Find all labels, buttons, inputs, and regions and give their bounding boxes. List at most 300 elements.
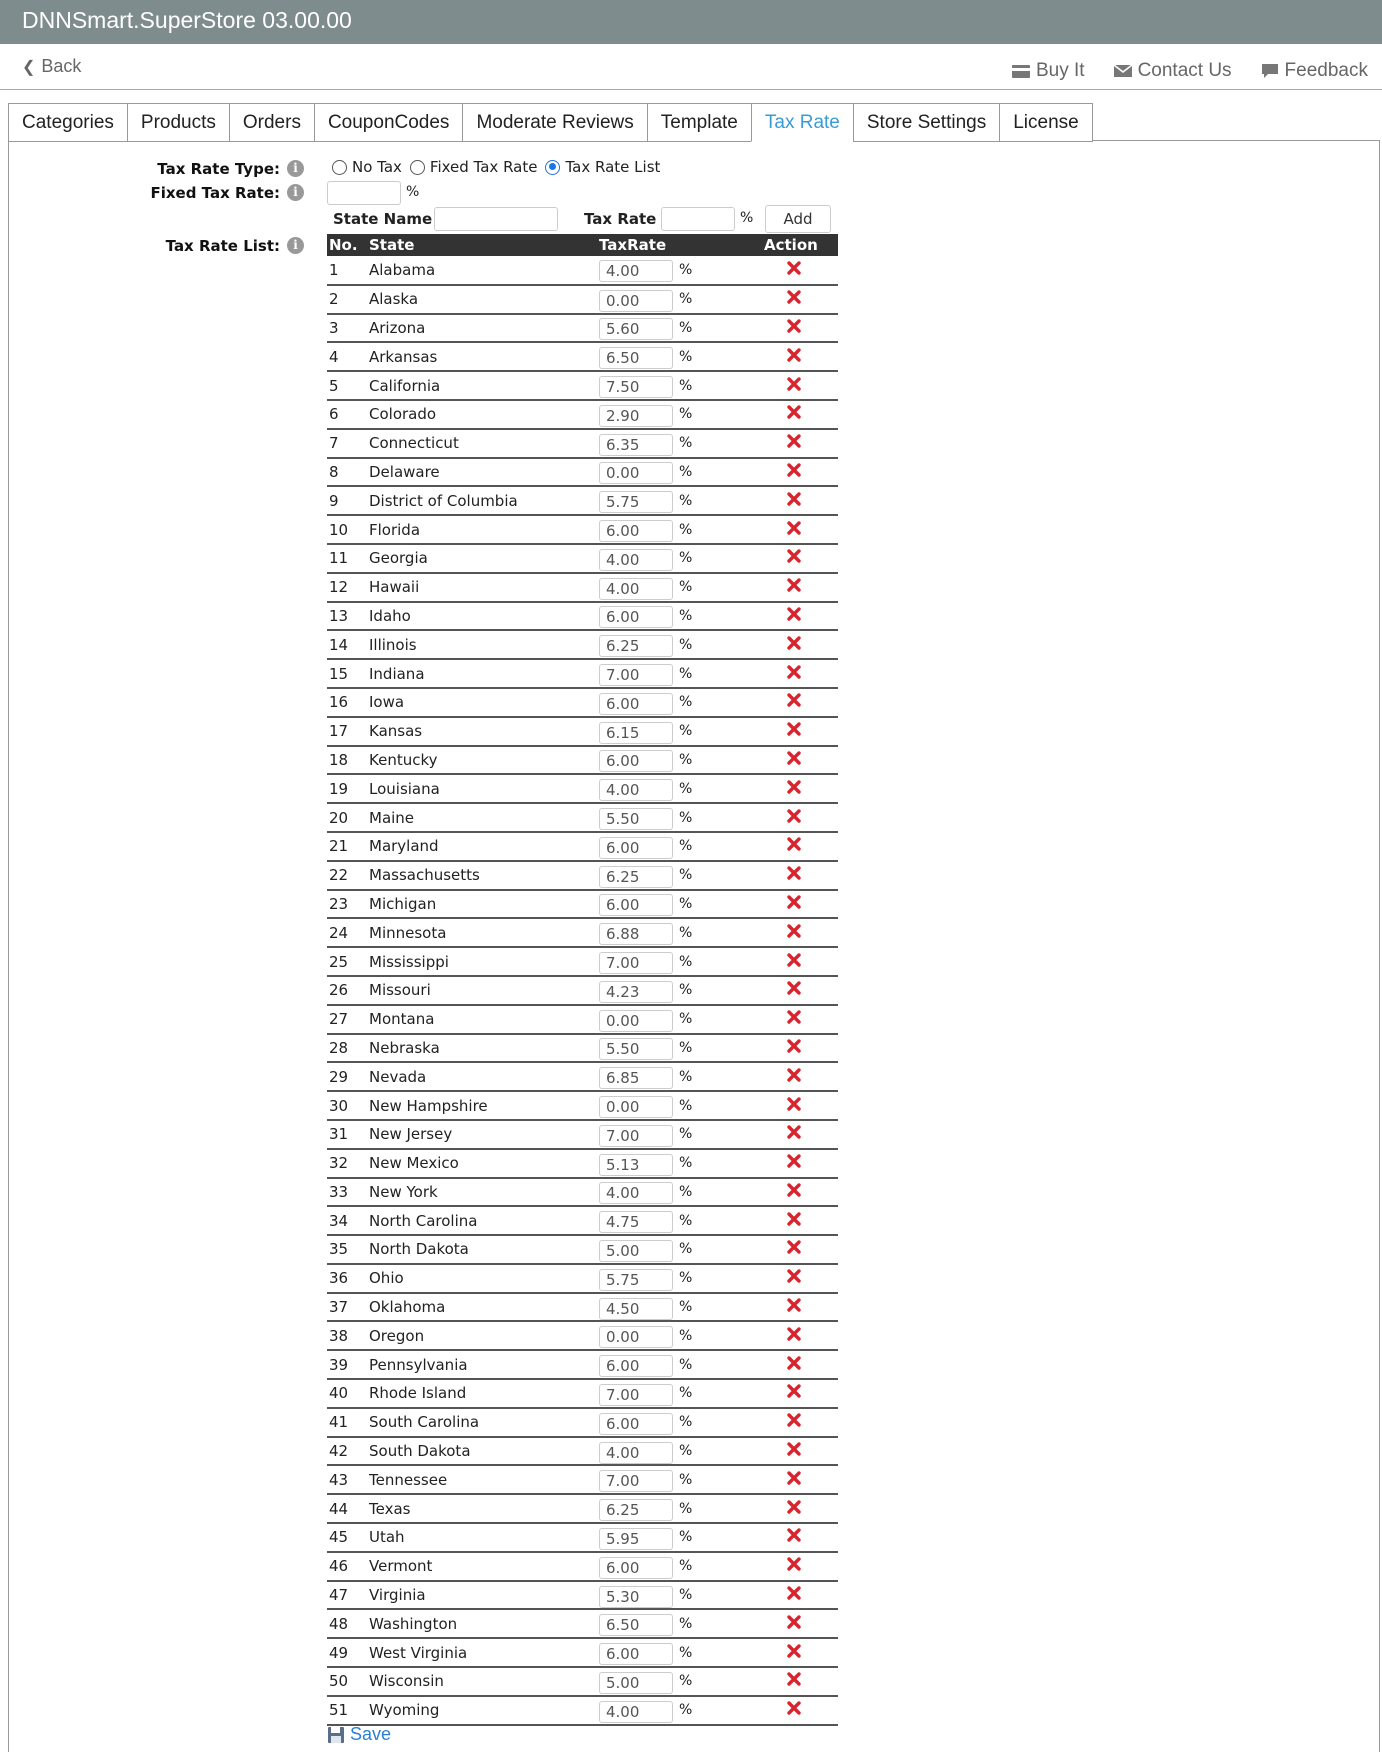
row-taxrate-cell bbox=[599, 1178, 759, 1207]
row-action-cell bbox=[759, 486, 838, 515]
row-state: Pennsylvania bbox=[369, 1350, 599, 1379]
row-taxrate-input[interactable] bbox=[599, 318, 673, 340]
delete-icon[interactable] bbox=[786, 1643, 802, 1663]
delete-icon[interactable] bbox=[786, 923, 802, 943]
tab-license[interactable]: License bbox=[999, 103, 1093, 142]
row-action-cell bbox=[759, 1638, 838, 1667]
row-taxrate-cell bbox=[599, 314, 759, 343]
table-row bbox=[327, 256, 838, 285]
tax-rate-list-label: Tax Rate List: bbox=[165, 237, 280, 255]
tab-categories[interactable]: Categories bbox=[8, 103, 127, 142]
delete-icon[interactable] bbox=[786, 1700, 802, 1720]
back-label: Back bbox=[41, 56, 82, 76]
contact-us-button[interactable] bbox=[1113, 60, 1232, 82]
percent-sign: % bbox=[679, 1558, 693, 1575]
row-state: Colorado bbox=[369, 400, 599, 429]
row-number: 8 bbox=[327, 458, 369, 487]
row-action-cell bbox=[759, 1062, 838, 1091]
delete-icon[interactable] bbox=[786, 1614, 802, 1634]
row-number: 23 bbox=[327, 890, 369, 919]
row-number: 48 bbox=[327, 1609, 369, 1638]
percent-sign: % bbox=[679, 1212, 693, 1229]
row-taxrate-cell bbox=[599, 1523, 759, 1552]
row-number: 51 bbox=[327, 1696, 369, 1725]
delete-icon[interactable] bbox=[786, 548, 802, 568]
row-action-cell bbox=[759, 1321, 838, 1350]
row-taxrate-cell bbox=[599, 1408, 759, 1437]
row-taxrate-cell bbox=[599, 429, 759, 458]
row-state: South Dakota bbox=[369, 1437, 599, 1466]
row-taxrate-cell bbox=[599, 717, 759, 746]
row-number: 22 bbox=[327, 861, 369, 890]
delete-icon[interactable] bbox=[786, 1297, 802, 1317]
radio-fixed-tax-rate[interactable] bbox=[410, 158, 538, 176]
row-taxrate-input[interactable] bbox=[599, 1557, 673, 1579]
row-taxrate-input[interactable] bbox=[599, 434, 673, 456]
row-taxrate-input[interactable] bbox=[599, 866, 673, 888]
row-taxrate-cell bbox=[599, 1005, 759, 1034]
row-state: Rhode Island bbox=[369, 1379, 599, 1408]
delete-icon[interactable] bbox=[786, 1412, 802, 1432]
delete-icon[interactable] bbox=[786, 491, 802, 511]
row-taxrate-cell bbox=[599, 659, 759, 688]
percent-sign: % bbox=[679, 780, 693, 797]
percent-sign: % bbox=[679, 1183, 693, 1200]
row-state: Florida bbox=[369, 515, 599, 544]
row-action-cell bbox=[759, 861, 838, 890]
row-taxrate-input[interactable] bbox=[599, 1211, 673, 1233]
delete-icon[interactable] bbox=[786, 1499, 802, 1519]
row-action-cell bbox=[759, 1264, 838, 1293]
row-taxrate-input[interactable] bbox=[599, 808, 673, 830]
table-row bbox=[327, 1264, 838, 1293]
feedback-button[interactable] bbox=[1260, 60, 1368, 82]
row-taxrate-input[interactable] bbox=[599, 1038, 673, 1060]
percent-sign: % bbox=[679, 291, 693, 308]
row-taxrate-input[interactable] bbox=[599, 1499, 673, 1521]
table-row bbox=[327, 1235, 838, 1264]
row-action-cell bbox=[759, 774, 838, 803]
row-taxrate-input[interactable] bbox=[599, 491, 673, 513]
delete-icon[interactable] bbox=[786, 1038, 802, 1058]
row-taxrate-input[interactable] bbox=[599, 1269, 673, 1291]
row-number: 2 bbox=[327, 285, 369, 314]
info-icon: i bbox=[287, 237, 304, 254]
row-state: Tennessee bbox=[369, 1465, 599, 1494]
row-taxrate-input[interactable] bbox=[599, 1096, 673, 1118]
header-state: State bbox=[369, 234, 599, 256]
tab-template[interactable]: Template bbox=[647, 103, 751, 142]
floppy-disk-icon bbox=[327, 1726, 345, 1744]
row-taxrate-input[interactable] bbox=[599, 520, 673, 542]
row-number: 42 bbox=[327, 1437, 369, 1466]
app-title-bar bbox=[0, 0, 1382, 44]
delete-icon[interactable] bbox=[786, 1268, 802, 1288]
row-taxrate-input[interactable] bbox=[599, 549, 673, 571]
row-state: Indiana bbox=[369, 659, 599, 688]
row-action-cell bbox=[759, 688, 838, 717]
delete-icon[interactable] bbox=[786, 1383, 802, 1403]
row-number: 32 bbox=[327, 1149, 369, 1178]
row-state: North Dakota bbox=[369, 1235, 599, 1264]
row-action-cell bbox=[759, 803, 838, 832]
row-taxrate-input[interactable] bbox=[599, 923, 673, 945]
row-number: 43 bbox=[327, 1465, 369, 1494]
row-taxrate-input[interactable] bbox=[599, 1182, 673, 1204]
row-action-cell bbox=[759, 544, 838, 573]
row-action-cell bbox=[759, 1178, 838, 1207]
row-number: 27 bbox=[327, 1005, 369, 1034]
delete-icon[interactable] bbox=[786, 462, 802, 482]
row-action-cell bbox=[759, 256, 838, 285]
delete-icon[interactable] bbox=[786, 1124, 802, 1144]
radio-circle-icon bbox=[332, 160, 347, 175]
row-taxrate-input[interactable] bbox=[599, 837, 673, 859]
delete-icon[interactable] bbox=[786, 347, 802, 367]
row-number: 37 bbox=[327, 1293, 369, 1322]
row-taxrate-input[interactable] bbox=[599, 347, 673, 369]
percent-sign: % bbox=[406, 184, 420, 200]
row-number: 15 bbox=[327, 659, 369, 688]
row-taxrate-input[interactable] bbox=[599, 1672, 673, 1694]
row-number: 14 bbox=[327, 630, 369, 659]
row-taxrate-input[interactable] bbox=[599, 1384, 673, 1406]
row-number: 36 bbox=[327, 1264, 369, 1293]
row-taxrate-cell bbox=[599, 1350, 759, 1379]
delete-icon[interactable] bbox=[786, 1441, 802, 1461]
row-taxrate-input[interactable] bbox=[599, 894, 673, 916]
row-taxrate-input[interactable] bbox=[599, 750, 673, 772]
percent-sign: % bbox=[679, 924, 693, 941]
table-row bbox=[327, 1465, 838, 1494]
delete-icon[interactable] bbox=[786, 1096, 802, 1116]
row-number: 5 bbox=[327, 371, 369, 400]
row-state: Maine bbox=[369, 803, 599, 832]
row-number: 25 bbox=[327, 947, 369, 976]
row-taxrate-input[interactable] bbox=[599, 606, 673, 628]
row-state: Nevada bbox=[369, 1062, 599, 1091]
row-state: Louisiana bbox=[369, 774, 599, 803]
radio-tax-rate-list[interactable] bbox=[545, 158, 660, 176]
percent-sign: % bbox=[679, 377, 693, 394]
delete-icon[interactable] bbox=[786, 260, 802, 280]
row-taxrate-cell bbox=[599, 803, 759, 832]
delete-icon[interactable] bbox=[786, 433, 802, 453]
row-taxrate-cell bbox=[599, 1638, 759, 1667]
row-taxrate-cell bbox=[599, 1494, 759, 1523]
table-row bbox=[327, 659, 838, 688]
row-taxrate-input[interactable] bbox=[599, 376, 673, 398]
credit-card-icon bbox=[1011, 63, 1031, 79]
row-state: Minnesota bbox=[369, 918, 599, 947]
toolbar-actions bbox=[1011, 60, 1368, 82]
info-icon: i bbox=[287, 160, 304, 177]
row-taxrate-input[interactable] bbox=[599, 1528, 673, 1550]
row-number: 38 bbox=[327, 1321, 369, 1350]
row-taxrate-cell bbox=[599, 544, 759, 573]
table-row bbox=[327, 947, 838, 976]
row-taxrate-input[interactable] bbox=[599, 405, 673, 427]
row-number: 49 bbox=[327, 1638, 369, 1667]
row-taxrate-input[interactable] bbox=[599, 290, 673, 312]
buy-it-button[interactable] bbox=[1011, 60, 1085, 82]
percent-sign: % bbox=[679, 261, 693, 278]
percent-sign: % bbox=[679, 809, 693, 826]
row-taxrate-cell bbox=[599, 1235, 759, 1264]
tax-rate-type-label: Tax Rate Type: bbox=[157, 160, 280, 178]
row-state: Missouri bbox=[369, 976, 599, 1005]
row-taxrate-input[interactable] bbox=[599, 981, 673, 1003]
row-taxrate-input[interactable] bbox=[599, 1125, 673, 1147]
table-row bbox=[327, 1494, 838, 1523]
delete-icon[interactable] bbox=[786, 952, 802, 972]
table-row bbox=[327, 1062, 838, 1091]
row-taxrate-cell bbox=[599, 1609, 759, 1638]
tax-rate-rows bbox=[327, 256, 838, 1725]
row-state: Iowa bbox=[369, 688, 599, 717]
row-action-cell bbox=[759, 342, 838, 371]
delete-icon[interactable] bbox=[786, 1470, 802, 1490]
delete-icon[interactable] bbox=[786, 1671, 802, 1691]
row-state: Maryland bbox=[369, 832, 599, 861]
delete-icon[interactable] bbox=[786, 376, 802, 396]
percent-sign: % bbox=[679, 521, 693, 538]
row-action-cell bbox=[759, 1149, 838, 1178]
percent-sign: % bbox=[679, 1615, 693, 1632]
table-row bbox=[327, 1638, 838, 1667]
tab-store-settings[interactable]: Store Settings bbox=[853, 103, 999, 142]
percent-sign: % bbox=[679, 1011, 693, 1028]
row-state: Alaska bbox=[369, 285, 599, 314]
row-action-cell bbox=[759, 429, 838, 458]
row-taxrate-input[interactable] bbox=[599, 578, 673, 600]
row-taxrate-input[interactable] bbox=[599, 1355, 673, 1377]
row-action-cell bbox=[759, 1206, 838, 1235]
table-row bbox=[327, 832, 838, 861]
table-header-row bbox=[327, 234, 838, 256]
percent-sign: % bbox=[679, 319, 693, 336]
delete-icon[interactable] bbox=[786, 1009, 802, 1029]
row-state: Washington bbox=[369, 1609, 599, 1638]
row-action-cell bbox=[759, 1408, 838, 1437]
percent-sign: % bbox=[679, 607, 693, 624]
percent-sign: % bbox=[679, 1155, 693, 1172]
row-state: Texas bbox=[369, 1494, 599, 1523]
table-row bbox=[327, 890, 838, 919]
row-number: 40 bbox=[327, 1379, 369, 1408]
delete-icon[interactable] bbox=[786, 836, 802, 856]
row-taxrate-input[interactable] bbox=[599, 635, 673, 657]
row-number: 33 bbox=[327, 1178, 369, 1207]
row-state: Mississippi bbox=[369, 947, 599, 976]
delete-icon[interactable] bbox=[786, 289, 802, 309]
percent-sign: % bbox=[679, 1356, 693, 1373]
delete-icon[interactable] bbox=[786, 520, 802, 540]
table-row bbox=[327, 544, 838, 573]
percent-sign: % bbox=[679, 463, 693, 480]
delete-icon[interactable] bbox=[786, 779, 802, 799]
delete-icon[interactable] bbox=[786, 606, 802, 626]
row-taxrate-input[interactable] bbox=[599, 779, 673, 801]
row-taxrate-input[interactable] bbox=[599, 952, 673, 974]
row-state: North Carolina bbox=[369, 1206, 599, 1235]
delete-icon[interactable] bbox=[786, 865, 802, 885]
header-action: Action bbox=[759, 234, 838, 256]
row-taxrate-cell bbox=[599, 602, 759, 631]
row-taxrate-cell bbox=[599, 486, 759, 515]
save-button[interactable] bbox=[327, 1724, 391, 1745]
delete-icon[interactable] bbox=[786, 980, 802, 1000]
percent-sign: % bbox=[679, 1443, 693, 1460]
row-action-cell bbox=[759, 832, 838, 861]
row-number: 47 bbox=[327, 1581, 369, 1610]
percent-sign: % bbox=[679, 895, 693, 912]
state-name-input[interactable] bbox=[434, 207, 558, 231]
percent-sign: % bbox=[679, 1702, 693, 1719]
row-number: 41 bbox=[327, 1408, 369, 1437]
row-taxrate-input[interactable] bbox=[599, 1067, 673, 1089]
percent-sign: % bbox=[679, 1673, 693, 1690]
tab-moderate-reviews[interactable]: Moderate Reviews bbox=[462, 103, 646, 142]
delete-icon[interactable] bbox=[786, 1153, 802, 1173]
row-taxrate-input[interactable] bbox=[599, 1643, 673, 1665]
tab-couponcodes[interactable]: CouponCodes bbox=[314, 103, 462, 142]
row-number: 34 bbox=[327, 1206, 369, 1235]
row-state: District of Columbia bbox=[369, 486, 599, 515]
row-action-cell bbox=[759, 1581, 838, 1610]
table-row bbox=[327, 1034, 838, 1063]
row-taxrate-input[interactable] bbox=[599, 1298, 673, 1320]
row-taxrate-cell bbox=[599, 630, 759, 659]
delete-icon[interactable] bbox=[786, 1556, 802, 1576]
percent-sign: % bbox=[679, 579, 693, 596]
row-action-cell bbox=[759, 947, 838, 976]
row-taxrate-input[interactable] bbox=[599, 1586, 673, 1608]
row-number: 3 bbox=[327, 314, 369, 343]
row-taxrate-cell bbox=[599, 400, 759, 429]
add-button[interactable]: Add bbox=[765, 205, 831, 233]
row-number: 9 bbox=[327, 486, 369, 515]
tax-rate-type-options bbox=[332, 158, 668, 176]
percent-sign: % bbox=[679, 953, 693, 970]
row-number: 19 bbox=[327, 774, 369, 803]
row-taxrate-input[interactable] bbox=[599, 1010, 673, 1032]
row-taxrate-input[interactable] bbox=[599, 664, 673, 686]
row-state: Vermont bbox=[369, 1552, 599, 1581]
delete-icon[interactable] bbox=[786, 692, 802, 712]
row-taxrate-input[interactable] bbox=[599, 1326, 673, 1348]
row-state: California bbox=[369, 371, 599, 400]
row-taxrate-cell bbox=[599, 1149, 759, 1178]
row-action-cell bbox=[759, 976, 838, 1005]
delete-icon[interactable] bbox=[786, 635, 802, 655]
delete-icon[interactable] bbox=[786, 577, 802, 597]
row-taxrate-input[interactable] bbox=[599, 693, 673, 715]
table-row bbox=[327, 573, 838, 602]
percent-sign: % bbox=[679, 406, 693, 423]
row-action-cell bbox=[759, 1120, 838, 1149]
tab-products[interactable]: Products bbox=[127, 103, 229, 142]
row-taxrate-input[interactable] bbox=[599, 1413, 673, 1435]
row-action-cell bbox=[759, 746, 838, 775]
row-taxrate-cell bbox=[599, 371, 759, 400]
row-state: New Mexico bbox=[369, 1149, 599, 1178]
table-row bbox=[327, 1350, 838, 1379]
row-action-cell bbox=[759, 659, 838, 688]
row-taxrate-input[interactable] bbox=[599, 1470, 673, 1492]
delete-icon[interactable] bbox=[786, 750, 802, 770]
delete-icon[interactable] bbox=[786, 1211, 802, 1231]
row-state: Alabama bbox=[369, 256, 599, 285]
row-taxrate-input[interactable] bbox=[599, 1154, 673, 1176]
delete-icon[interactable] bbox=[786, 318, 802, 338]
row-taxrate-cell bbox=[599, 342, 759, 371]
percent-sign: % bbox=[679, 1385, 693, 1402]
percent-sign: % bbox=[679, 550, 693, 567]
radio-no-tax[interactable] bbox=[332, 158, 402, 176]
delete-icon[interactable] bbox=[786, 894, 802, 914]
row-number: 31 bbox=[327, 1120, 369, 1149]
fixed-tax-rate-input[interactable] bbox=[327, 181, 401, 205]
row-taxrate-input[interactable] bbox=[599, 1701, 673, 1723]
delete-icon[interactable] bbox=[786, 1182, 802, 1202]
row-action-cell bbox=[759, 1552, 838, 1581]
row-action-cell bbox=[759, 1005, 838, 1034]
row-taxrate-input[interactable] bbox=[599, 722, 673, 744]
delete-icon[interactable] bbox=[786, 404, 802, 424]
row-taxrate-input[interactable] bbox=[599, 1614, 673, 1636]
delete-icon[interactable] bbox=[786, 1067, 802, 1087]
table-row bbox=[327, 1408, 838, 1437]
row-taxrate-input[interactable] bbox=[599, 1442, 673, 1464]
percent-sign: % bbox=[679, 751, 693, 768]
row-taxrate-cell bbox=[599, 976, 759, 1005]
table-row bbox=[327, 918, 838, 947]
row-action-cell bbox=[759, 630, 838, 659]
row-state: Delaware bbox=[369, 458, 599, 487]
delete-icon[interactable] bbox=[786, 808, 802, 828]
delete-icon[interactable] bbox=[786, 1585, 802, 1605]
row-state: Virginia bbox=[369, 1581, 599, 1610]
table-row bbox=[327, 774, 838, 803]
delete-icon[interactable] bbox=[786, 1239, 802, 1259]
percent-sign: % bbox=[679, 1126, 693, 1143]
row-taxrate-input[interactable] bbox=[599, 462, 673, 484]
row-taxrate-input[interactable] bbox=[599, 1240, 673, 1262]
radio-list-label: Tax Rate List bbox=[565, 158, 661, 176]
delete-icon[interactable] bbox=[786, 721, 802, 741]
delete-icon[interactable] bbox=[786, 1355, 802, 1375]
delete-icon[interactable] bbox=[786, 1326, 802, 1346]
row-action-cell bbox=[759, 918, 838, 947]
tax-rate-input[interactable] bbox=[661, 207, 735, 231]
row-taxrate-cell bbox=[599, 688, 759, 717]
back-button[interactable] bbox=[22, 56, 81, 77]
row-number: 10 bbox=[327, 515, 369, 544]
percent-sign: % bbox=[679, 1097, 693, 1114]
row-state: Georgia bbox=[369, 544, 599, 573]
tab-orders[interactable]: Orders bbox=[229, 103, 314, 142]
delete-icon[interactable] bbox=[786, 664, 802, 684]
row-state: Wyoming bbox=[369, 1696, 599, 1725]
contact-us-label: Contact Us bbox=[1137, 60, 1232, 81]
row-number: 29 bbox=[327, 1062, 369, 1091]
delete-icon[interactable] bbox=[786, 1527, 802, 1547]
percent-sign: % bbox=[679, 1414, 693, 1431]
row-taxrate-input[interactable] bbox=[599, 260, 673, 282]
row-number: 24 bbox=[327, 918, 369, 947]
tab-tax-rate[interactable]: Tax Rate bbox=[751, 103, 853, 142]
